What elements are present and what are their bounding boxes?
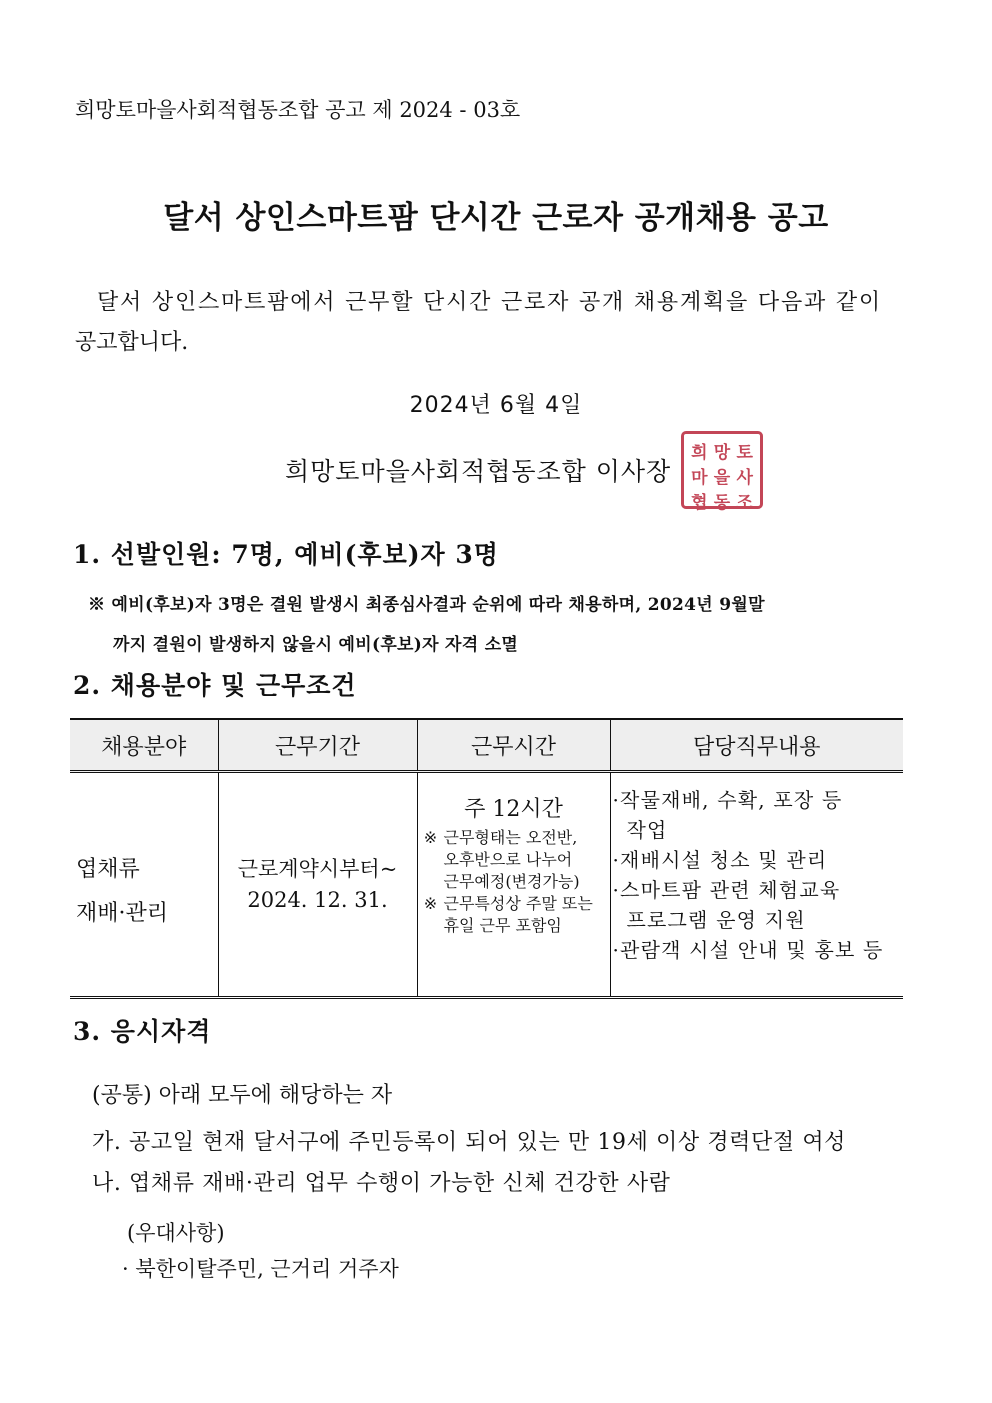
seal-char: 협 [691,493,708,513]
preference-heading: (우대사항) [127,1221,225,1245]
issuer-name: 희망토마을사회적협동조합 이사장 [285,457,672,486]
cell-period [218,772,417,998]
header-duties: 담당직무내용 [610,719,903,772]
hours-note-line: 휴일 근무 포함임 [443,916,562,935]
field-line-2: 재배·관리 [76,900,169,926]
intro-line-1: 달서 상인스마트팜에서 근무할 단시간 근로자 공개 채용계획을 다음과 같이 [97,290,882,315]
header-field: 채용분야 [70,719,218,772]
notice-number: 희망토마을사회적협동조합 공고 제 2024 - 03호 [75,98,521,122]
field-line-1: 엽채류 [76,856,140,882]
reserve-note-line-2: 까지 결원이 발생하지 않을시 예비(후보)자 자격 소멸 [113,635,519,655]
hours-note-line: 근무예정(변경가능) [443,872,580,891]
seal-char: 토 [736,443,753,463]
reserve-note-line-1: ※ 예비(후보)자 3명은 결원 발생시 최종심사결과 순위에 따라 채용하며, 2024년 9월말 [88,595,765,615]
official-seal-stamp [681,431,763,513]
reference-mark: ※ [423,894,438,913]
duty-item-continued: 프로그램 운영 지원 [626,908,806,932]
hours-note-1 [418,827,610,893]
job-conditions-table [70,718,903,999]
duty-item: ·재배시설 청소 및 관리 [612,848,828,872]
cell-field [70,772,218,998]
seal-char: 을 [713,468,731,488]
seal-char: 마 [691,468,708,488]
seal-char: 조 [736,493,753,513]
duty-item: ·관람객 시설 안내 및 홍보 등 [612,938,884,962]
table-row [70,772,903,998]
seal-char: 희 [691,443,708,463]
qualification-common: (공통) 아래 모두에 해당하는 자 [92,1083,393,1108]
hours-note-line: 근무형태는 오전반, [443,828,578,847]
qualification-item-a: 가. 공고일 현재 달서구에 주민등록이 되어 있는 만 19세 이상 경력단절 여성 [92,1130,847,1155]
table-header-row [70,719,903,772]
intro-line-2: 공고합니다. [75,330,189,355]
seal-char: 동 [713,493,731,513]
cell-duties [610,772,903,998]
period-line-1: 근로계약시부터~ [237,856,398,881]
seal-char: 사 [736,468,753,488]
section-1-heading: 1. 선발인원: 7명, 예비(후보)자 3명 [73,540,499,569]
header-period: 근무기간 [218,719,417,772]
reference-mark: ※ [423,828,438,847]
duty-item-continued: 작업 [626,818,668,842]
cell-hours [417,772,610,998]
section-2-heading: 2. 채용분야 및 근무조건 [73,671,357,700]
qualification-item-b: 나. 엽채류 재배·관리 업무 수행이 가능한 신체 건강한 사람 [92,1171,671,1196]
notice-date: 2024년 6월 4일 [409,393,583,418]
seal-char: 망 [713,443,731,463]
preference-item: · 북한이탈주민, 근거리 거주자 [122,1257,399,1281]
hours-note-2 [418,893,610,937]
hours-note-line: 오후반으로 나누어 [443,850,573,869]
period-line-2: 2024. 12. 31. [247,887,388,912]
hours-note-line: 근무특성상 주말 또는 [443,894,593,913]
section-3-heading: 3. 응시자격 [73,1017,212,1046]
hours-main: 주 12시간 [464,797,563,822]
header-hours: 근무시간 [417,719,610,772]
duty-item: ·스마트팜 관련 체험교육 [612,878,841,902]
page-title: 달서 상인스마트팜 단시간 근로자 공개채용 공고 [163,200,829,236]
duty-item: ·작물재배, 수확, 포장 등 [612,788,843,812]
